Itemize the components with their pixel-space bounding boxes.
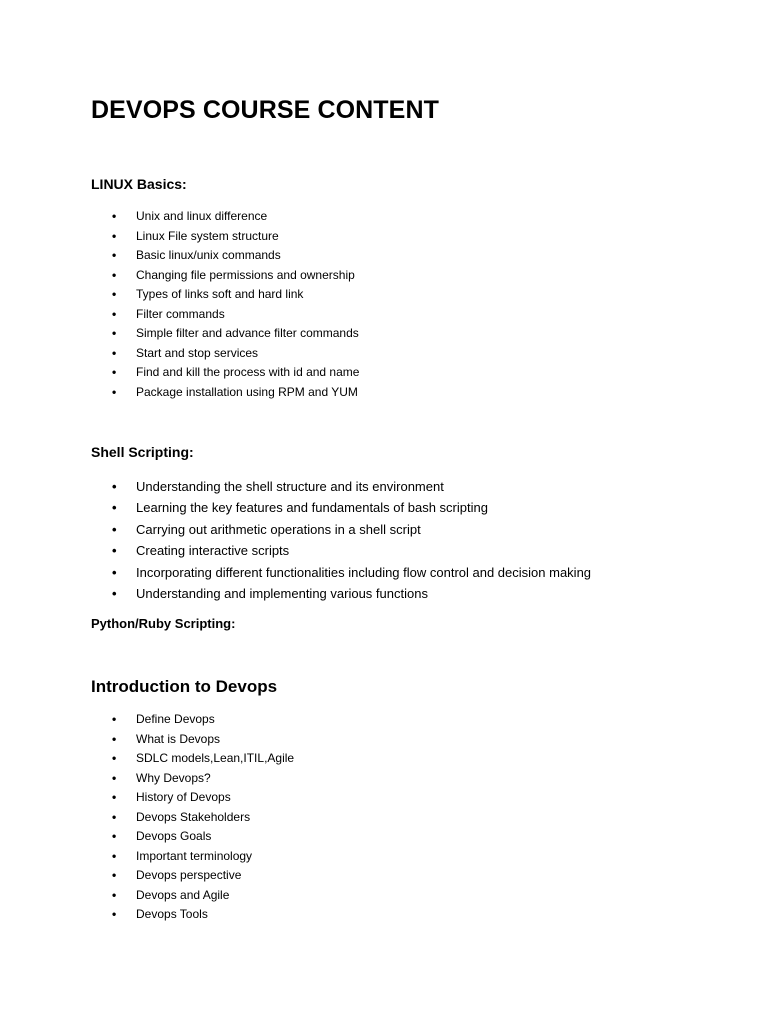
section-heading-linux-basics: LINUX Basics: [91, 176, 187, 192]
list-item: • Incorporating different functionalities including flow control and decision making [0, 562, 591, 583]
section-heading-introduction-to-devops: Introduction to Devops [91, 677, 278, 696]
list-item: • Understanding and implementing various functions [0, 583, 591, 604]
list-item: • Changing file permissions and ownership [0, 266, 359, 286]
list-item: • Types of links soft and hard link [0, 285, 359, 305]
list-item: • Why Devops? [0, 769, 294, 789]
list-item: • Devops Stakeholders [0, 808, 294, 828]
section-heading-shell-scripting: Shell Scripting: [91, 444, 194, 460]
list-item: • What is Devops [0, 730, 294, 750]
list-item: • Filter commands [0, 305, 359, 325]
list-item: • Unix and linux difference [0, 207, 359, 227]
list-item: • SDLC models,Lean,ITIL,Agile [0, 749, 294, 769]
document-title: DEVOPS COURSE CONTENT [91, 96, 439, 124]
list-item: • Important terminology [0, 847, 294, 867]
list-item: • History of Devops [0, 788, 294, 808]
list-item: • Devops Goals [0, 827, 294, 847]
list-item: • Learning the key features and fundamentals of bash scripting [0, 497, 591, 518]
section-heading-python-ruby-scripting: Python/Ruby Scripting: [91, 616, 236, 631]
list-item: • Devops and Agile [0, 886, 294, 906]
list-item: • Devops perspective [0, 866, 294, 886]
introduction-to-devops-list [0, 710, 294, 925]
list-item: • Linux File system structure [0, 227, 359, 247]
list-item: • Find and kill the process with id and name [0, 363, 359, 383]
list-item: • Start and stop services [0, 344, 359, 364]
shell-scripting-list [0, 476, 591, 604]
list-item: • Understanding the shell structure and its environment [0, 476, 591, 497]
list-item: • Creating interactive scripts [0, 540, 591, 561]
list-item: • Devops Tools [0, 905, 294, 925]
list-item: • Simple filter and advance filter commands [0, 324, 359, 344]
list-item: • Define Devops [0, 710, 294, 730]
list-item: • Package installation using RPM and YUM [0, 383, 359, 403]
list-item: • Basic linux/unix commands [0, 246, 359, 266]
list-item: • Carrying out arithmetic operations in a shell script [0, 519, 591, 540]
linux-basics-list [0, 207, 359, 402]
